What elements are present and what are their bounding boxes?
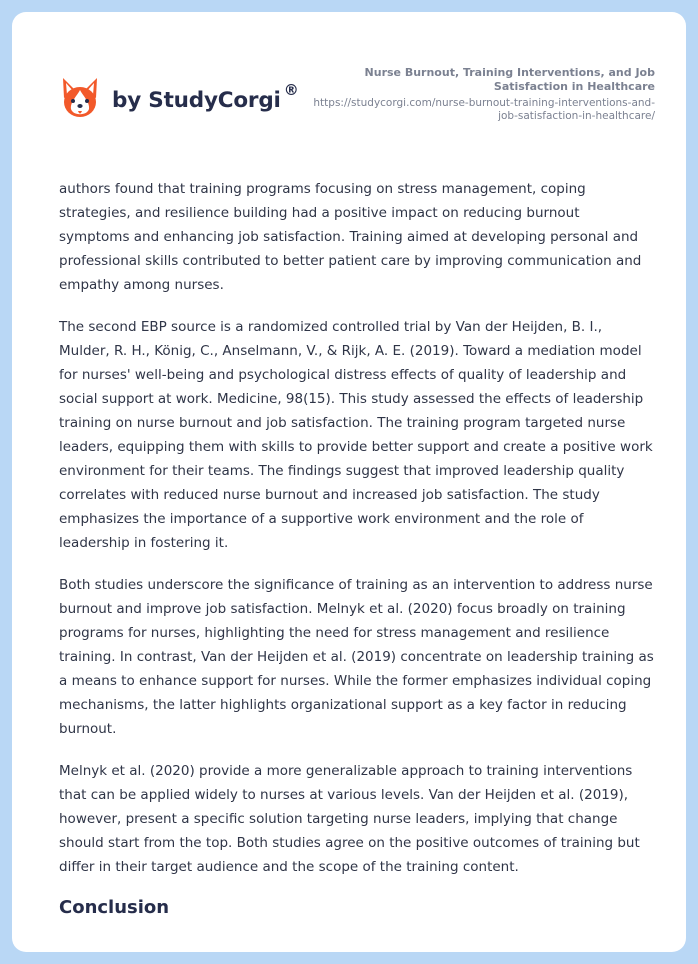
document-title: Nurse Burnout, Training Interventions, and Job Satisfaction in Healthcare (364, 66, 655, 93)
body-paragraph: Melnyk et al. (2020) provide a more generalizable approach to training interventions that can be applied widely to nurses at various levels. Van der Heijden et al. (2019), however, present a specific solution targeting nurse leaders, implying that change should start from the top. Both studies agree on the positive outcomes of training but differ in their target audience and the scope of the training content. (59, 763, 640, 875)
registered-mark: ® (283, 80, 299, 99)
brand-name: by StudyCorgi ® (112, 80, 299, 114)
studycorgi-logo[interactable] (60, 76, 299, 120)
document-meta (295, 66, 655, 123)
document-page (12, 12, 686, 952)
document-body (59, 177, 654, 918)
body-paragraph: The second EBP source is a randomized controlled trial by Van der Heijden, B. I., Mulder, R. H., König, C., Anselmann, V., & Rijk, A. E. (2019). Toward a mediation model for nurses' well-being and psychological distress effects of quality of leadership and social support at work. Medicine, 98(15). This study assessed the effects of leadership training on nurse burnout and job satisfaction. The training program targeted nurse leaders, equipping them with skills to provide better support and create a positive work environment for their teams. The findings suggest that improved leadership quality correlates with reduced nurse burnout and increased job satisfaction. The study emphasizes the importance of a supportive work environment and the role of leadership in fostering it. (59, 319, 653, 551)
corgi-logo-icon (60, 76, 100, 120)
body-paragraph: Both studies underscore the significance of training as an intervention to address nurse burnout and improve job satisfaction. Melnyk et al. (2020) focus broadly on training programs for nurses, highlighting the need for stress management and resilience training. In contrast, Van der Heijden et al. (2019) concentrate on leadership training as a means to enhance support for nurses. While the former emphasizes individual coping mechanisms, the latter highlights organizational support as a key factor in reducing burnout. (59, 577, 654, 737)
document-url[interactable]: https://studycorgi.com/nurse-burnout-training-interventions-and-job-satisfaction-in-healthcare/ (313, 97, 655, 122)
conclusion-heading: Conclusion (59, 897, 170, 918)
body-paragraph: authors found that training programs focusing on stress management, coping strategies, and resilience building had a positive impact on reducing burnout symptoms and enhancing job satisfaction. Training aimed at developing personal and professional skills contributed to better patient care by improving communication and empathy among nurses. (59, 181, 642, 293)
